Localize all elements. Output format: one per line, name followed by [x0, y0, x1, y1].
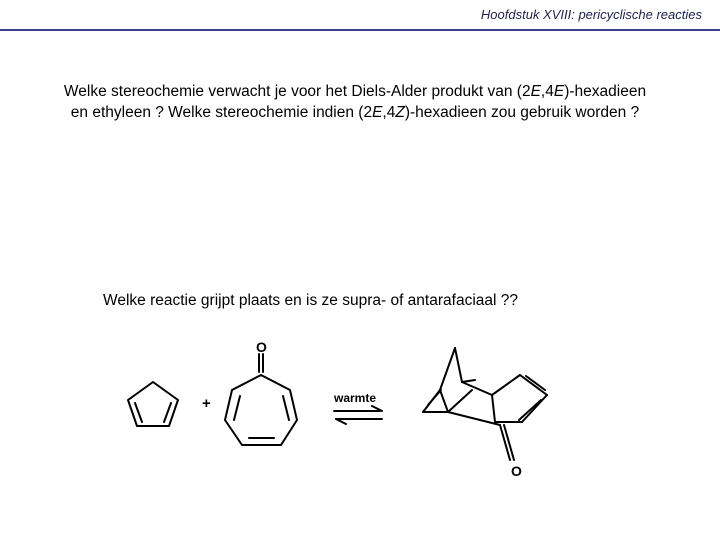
tropone-structure [225, 339, 297, 445]
reaction-scheme [0, 330, 720, 490]
oxygen-label: O [511, 463, 522, 479]
question-1-part: ,4 [540, 83, 554, 100]
stereo-descriptor: E [372, 104, 383, 121]
question-1-part: ,4 [382, 104, 396, 121]
oxygen-label: O [256, 339, 267, 355]
cyclopentadiene-structure [128, 382, 178, 426]
question-1-part: )-hexadieen zou gebruik worden ? [404, 104, 640, 121]
arrow-label: warmte [334, 391, 377, 405]
stereo-descriptor: E [530, 83, 541, 100]
header-title: Hoofdstuk XVIII: pericyclische reacties [480, 7, 702, 22]
cycloadduct-structure [423, 348, 547, 479]
question-1-part: Welke stereochemie verwacht je voor het Diels-Alder produkt van (2 [63, 83, 531, 100]
question-2-text: Welke reactie grijpt plaats en is ze supra- of antarafaciaal ?? [103, 292, 518, 309]
stereo-descriptor: Z [395, 104, 405, 121]
header-divider [0, 29, 720, 31]
equilibrium-arrow [333, 391, 382, 424]
question-1-part: )-hexadieen en ethyleen ? Welke stereochemie indien (2 [70, 83, 647, 121]
plus-sign: + [202, 395, 211, 412]
stereo-descriptor: E [553, 83, 565, 100]
question-1-text [55, 81, 655, 123]
